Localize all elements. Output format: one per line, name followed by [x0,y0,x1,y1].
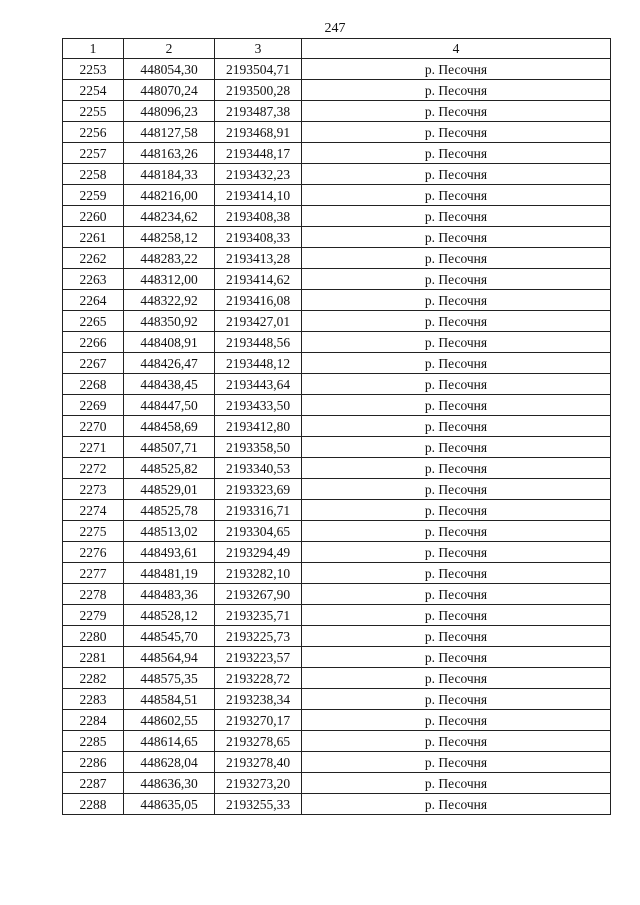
x-coordinate-cell: 448635,05 [124,794,215,815]
x-coordinate-cell: 448096,23 [124,101,215,122]
point-number-cell: 2260 [63,206,124,227]
point-number-cell: 2284 [63,710,124,731]
table-row [63,731,611,752]
table-row [63,752,611,773]
x-coordinate-cell: 448529,01 [124,479,215,500]
table-body [63,59,611,815]
y-coordinate-cell: 2193448,17 [215,143,302,164]
y-coordinate-cell: 2193255,33 [215,794,302,815]
table-row [63,59,611,80]
y-coordinate-cell: 2193414,10 [215,185,302,206]
table-row [63,374,611,395]
point-number-cell: 2268 [63,374,124,395]
x-coordinate-cell: 448602,55 [124,710,215,731]
x-coordinate-cell: 448481,19 [124,563,215,584]
point-number-cell: 2269 [63,395,124,416]
point-number-cell: 2266 [63,332,124,353]
table-row [63,311,611,332]
table-row [63,437,611,458]
x-coordinate-cell: 448507,71 [124,437,215,458]
point-number-cell: 2274 [63,500,124,521]
table-row [63,185,611,206]
y-coordinate-cell: 2193408,33 [215,227,302,248]
y-coordinate-cell: 2193358,50 [215,437,302,458]
x-coordinate-cell: 448636,30 [124,773,215,794]
header-row [63,39,611,59]
x-coordinate-cell: 448458,69 [124,416,215,437]
y-coordinate-cell: 2193323,69 [215,479,302,500]
table-row [63,290,611,311]
x-coordinate-cell: 448584,51 [124,689,215,710]
point-number-cell: 2279 [63,605,124,626]
point-number-cell: 2264 [63,290,124,311]
page-number: 247 [324,21,346,36]
point-number-cell: 2259 [63,185,124,206]
point-number-cell: 2281 [63,647,124,668]
y-coordinate-cell: 2193278,65 [215,731,302,752]
y-coordinate-cell: 2193267,90 [215,584,302,605]
x-coordinate-cell: 448614,65 [124,731,215,752]
table-row [63,248,611,269]
description-cell: р. Песочня [302,479,611,500]
x-coordinate-cell: 448493,61 [124,542,215,563]
description-cell: р. Песочня [302,710,611,731]
table-row [63,479,611,500]
table-row [63,710,611,731]
table-row [63,584,611,605]
point-number-cell: 2276 [63,542,124,563]
point-number-cell: 2267 [63,353,124,374]
table-row [63,563,611,584]
x-coordinate-cell: 448350,92 [124,311,215,332]
point-number-cell: 2285 [63,731,124,752]
y-coordinate-cell: 2193433,50 [215,395,302,416]
y-coordinate-cell: 2193223,57 [215,647,302,668]
x-coordinate-cell: 448070,24 [124,80,215,101]
description-cell: р. Песочня [302,542,611,563]
y-coordinate-cell: 2193304,65 [215,521,302,542]
description-cell: р. Песочня [302,395,611,416]
column-header-1: 1 [63,39,124,59]
y-coordinate-cell: 2193270,17 [215,710,302,731]
description-cell: р. Песочня [302,437,611,458]
point-number-cell: 2280 [63,626,124,647]
table-row [63,164,611,185]
x-coordinate-cell: 448322,92 [124,290,215,311]
description-cell: р. Песочня [302,101,611,122]
description-cell: р. Песочня [302,59,611,80]
table-row [63,500,611,521]
y-coordinate-cell: 2193432,23 [215,164,302,185]
description-cell: р. Песочня [302,353,611,374]
description-cell: р. Песочня [302,794,611,815]
y-coordinate-cell: 2193427,01 [215,311,302,332]
point-number-cell: 2258 [63,164,124,185]
table-row [63,353,611,374]
table-row [63,80,611,101]
table-row [63,542,611,563]
point-number-cell: 2254 [63,80,124,101]
point-number-cell: 2253 [63,59,124,80]
point-number-cell: 2282 [63,668,124,689]
description-cell: р. Песочня [302,206,611,227]
description-cell: р. Песочня [302,731,611,752]
point-number-cell: 2275 [63,521,124,542]
description-cell: р. Песочня [302,122,611,143]
table-row [63,605,611,626]
description-cell: р. Песочня [302,227,611,248]
table-row [63,458,611,479]
y-coordinate-cell: 2193448,12 [215,353,302,374]
point-number-cell: 2256 [63,122,124,143]
table-row [63,143,611,164]
y-coordinate-cell: 2193443,64 [215,374,302,395]
description-cell: р. Песочня [302,164,611,185]
point-number-cell: 2257 [63,143,124,164]
x-coordinate-cell: 448426,47 [124,353,215,374]
y-coordinate-cell: 2193228,72 [215,668,302,689]
y-coordinate-cell: 2193416,08 [215,290,302,311]
x-coordinate-cell: 448408,91 [124,332,215,353]
table-row [63,689,611,710]
y-coordinate-cell: 2193235,71 [215,605,302,626]
description-cell: р. Песочня [302,374,611,395]
x-coordinate-cell: 448564,94 [124,647,215,668]
table-row [63,206,611,227]
x-coordinate-cell: 448525,78 [124,500,215,521]
point-number-cell: 2272 [63,458,124,479]
point-number-cell: 2273 [63,479,124,500]
point-number-cell: 2262 [63,248,124,269]
point-number-cell: 2255 [63,101,124,122]
table-header [63,39,611,59]
table-row [63,794,611,815]
point-number-cell: 2283 [63,689,124,710]
table-row [63,101,611,122]
y-coordinate-cell: 2193412,80 [215,416,302,437]
table-row [63,269,611,290]
description-cell: р. Песочня [302,605,611,626]
point-number-cell: 2278 [63,584,124,605]
x-coordinate-cell: 448283,22 [124,248,215,269]
point-number-cell: 2287 [63,773,124,794]
y-coordinate-cell: 2193414,62 [215,269,302,290]
x-coordinate-cell: 448545,70 [124,626,215,647]
y-coordinate-cell: 2193413,28 [215,248,302,269]
description-cell: р. Песочня [302,773,611,794]
x-coordinate-cell: 448054,30 [124,59,215,80]
x-coordinate-cell: 448234,62 [124,206,215,227]
x-coordinate-cell: 448312,00 [124,269,215,290]
x-coordinate-cell: 448575,35 [124,668,215,689]
table-row [63,332,611,353]
table-row [63,647,611,668]
x-coordinate-cell: 448447,50 [124,395,215,416]
description-cell: р. Песочня [302,416,611,437]
y-coordinate-cell: 2193504,71 [215,59,302,80]
x-coordinate-cell: 448216,00 [124,185,215,206]
y-coordinate-cell: 2193316,71 [215,500,302,521]
description-cell: р. Песочня [302,626,611,647]
x-coordinate-cell: 448513,02 [124,521,215,542]
description-cell: р. Песочня [302,80,611,101]
y-coordinate-cell: 2193278,40 [215,752,302,773]
y-coordinate-cell: 2193273,20 [215,773,302,794]
description-cell: р. Песочня [302,248,611,269]
description-cell: р. Песочня [302,143,611,164]
description-cell: р. Песочня [302,668,611,689]
y-coordinate-cell: 2193225,73 [215,626,302,647]
y-coordinate-cell: 2193448,56 [215,332,302,353]
y-coordinate-cell: 2193487,38 [215,101,302,122]
x-coordinate-cell: 448528,12 [124,605,215,626]
point-number-cell: 2271 [63,437,124,458]
description-cell: р. Песочня [302,752,611,773]
description-cell: р. Песочня [302,500,611,521]
point-number-cell: 2288 [63,794,124,815]
y-coordinate-cell: 2193468,91 [215,122,302,143]
column-header-4: 4 [302,39,611,59]
description-cell: р. Песочня [302,647,611,668]
point-number-cell: 2286 [63,752,124,773]
x-coordinate-cell: 448525,82 [124,458,215,479]
table-row [63,416,611,437]
y-coordinate-cell: 2193408,38 [215,206,302,227]
description-cell: р. Песочня [302,185,611,206]
description-cell: р. Песочня [302,689,611,710]
y-coordinate-cell: 2193294,49 [215,542,302,563]
table-row [63,227,611,248]
table-row [63,668,611,689]
description-cell: р. Песочня [302,563,611,584]
table-row [63,122,611,143]
x-coordinate-cell: 448628,04 [124,752,215,773]
column-header-2: 2 [124,39,215,59]
y-coordinate-cell: 2193500,28 [215,80,302,101]
x-coordinate-cell: 448184,33 [124,164,215,185]
x-coordinate-cell: 448438,45 [124,374,215,395]
point-number-cell: 2261 [63,227,124,248]
description-cell: р. Песочня [302,521,611,542]
description-cell: р. Песочня [302,584,611,605]
table-row [63,773,611,794]
description-cell: р. Песочня [302,269,611,290]
x-coordinate-cell: 448163,26 [124,143,215,164]
y-coordinate-cell: 2193340,53 [215,458,302,479]
y-coordinate-cell: 2193238,34 [215,689,302,710]
coordinates-table [62,38,611,815]
description-cell: р. Песочня [302,458,611,479]
column-header-3: 3 [215,39,302,59]
point-number-cell: 2263 [63,269,124,290]
x-coordinate-cell: 448483,36 [124,584,215,605]
point-number-cell: 2277 [63,563,124,584]
point-number-cell: 2270 [63,416,124,437]
description-cell: р. Песочня [302,332,611,353]
point-number-cell: 2265 [63,311,124,332]
table-row [63,521,611,542]
x-coordinate-cell: 448258,12 [124,227,215,248]
table-row [63,626,611,647]
description-cell: р. Песочня [302,290,611,311]
table-row [63,395,611,416]
x-coordinate-cell: 448127,58 [124,122,215,143]
y-coordinate-cell: 2193282,10 [215,563,302,584]
description-cell: р. Песочня [302,311,611,332]
